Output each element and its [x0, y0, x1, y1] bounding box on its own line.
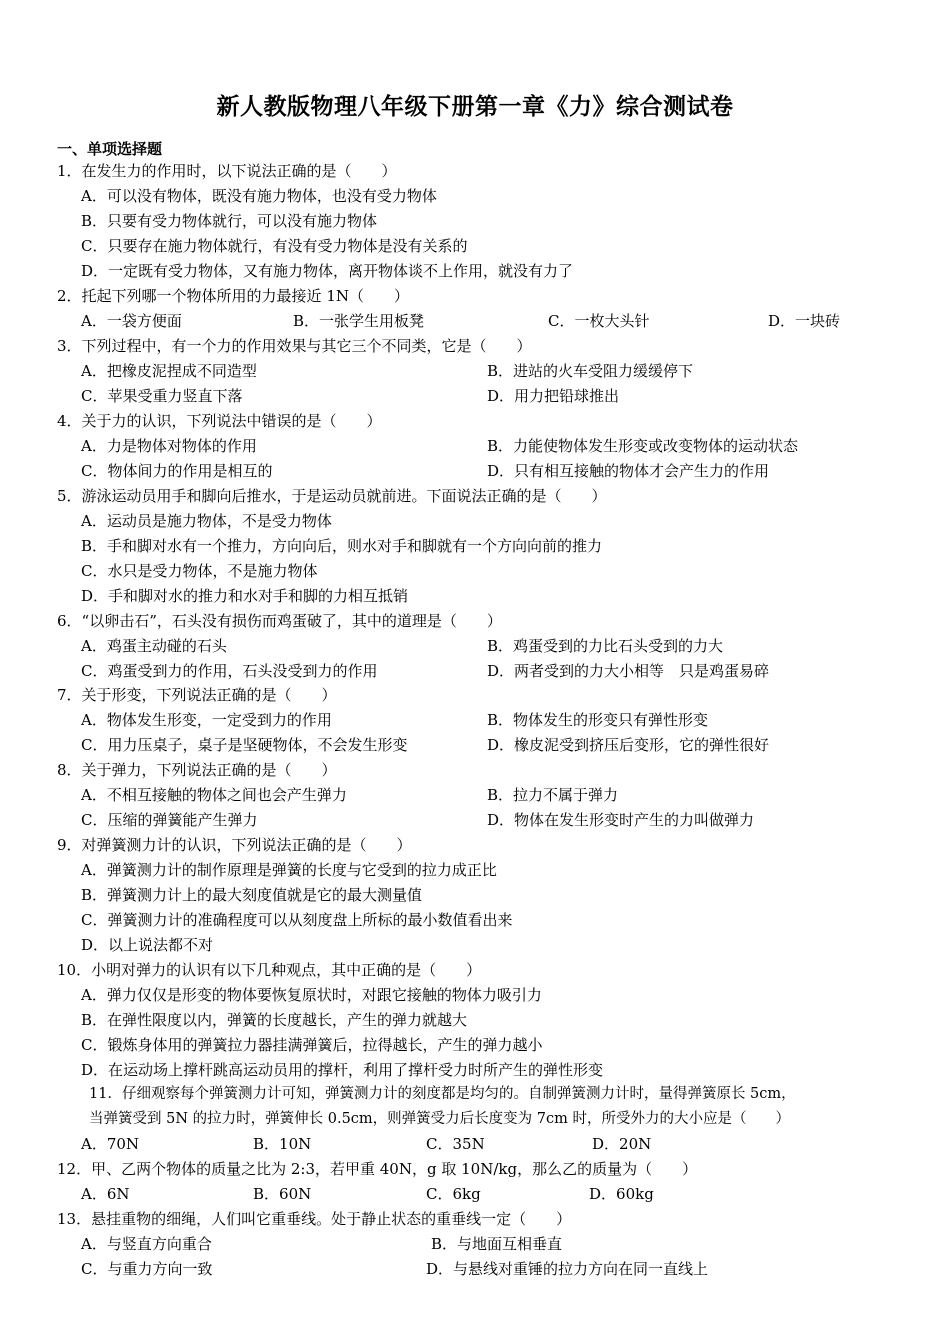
option: C．只要存在施力物体就行，有没有受力物体是没有关系的 [81, 237, 468, 255]
question-stem: 6．“以卵击石”，石头没有损伤而鸡蛋破了，其中的道理是（ ） [57, 612, 502, 630]
option: B．一张学生用板凳 [293, 312, 425, 330]
question-stem-continued: 当弹簧受到 5N 的拉力时，弹簧伸长 0.5cm，则弹簧受力后长度变为 7cm 时，所受外力的大小应是（ ） [89, 1111, 790, 1127]
question-stem: 2．托起下列哪一个物体所用的力最接近 1N（ ） [57, 287, 409, 305]
option: A．6N [81, 1185, 130, 1203]
question-stem: 13．悬挂重物的细绳，人们叫它重垂线。处于静止状态的重垂线一定（ ） [57, 1210, 572, 1228]
question-stem: 3．下列过程中，有一个力的作用效果与其它三个不同类，它是（ ） [57, 337, 532, 355]
option: A．把橡皮泥捏成不同造型 [81, 362, 257, 380]
option: D．一定既有受力物体，又有施力物体，离开物体谈不上作用，就没有力了 [81, 262, 574, 280]
option: D．用力把铅球推出 [487, 387, 620, 405]
option: D．只有相互接触的物体才会产生力的作用 [487, 462, 770, 480]
question-stem: 4．关于力的认识，下列说法中错误的是（ ） [57, 412, 382, 430]
option: A．物体发生形变，一定受到力的作用 [81, 711, 332, 729]
section-heading: 一、单项选择题 [57, 140, 163, 158]
option: B．物体发生的形变只有弹性形变 [487, 711, 709, 729]
option: C．锻炼身体用的弹簧拉力器挂满弹簧后，拉得越长，产生的弹力越小 [81, 1036, 543, 1054]
question-stem: 5．游泳运动员用手和脚向后推水，于是运动员就前进。下面说法正确的是（ ） [57, 487, 607, 505]
option: C．6kg [426, 1185, 481, 1203]
option: D．物体在发生形变时产生的力叫做弹力 [487, 811, 755, 829]
option: B．60N [253, 1185, 312, 1203]
option: B．10N [253, 1135, 312, 1153]
question-stem: 8．关于弹力，下列说法正确的是（ ） [57, 761, 337, 779]
option: C．压缩的弹簧能产生弹力 [81, 811, 258, 829]
question-stem: 10．小明对弹力的认识有以下几种观点，其中正确的是（ ） [57, 961, 482, 979]
option: D．在运动场上撑杆跳高运动员用的撑杆，利用了撑杆受力时所产生的弹性形变 [81, 1061, 604, 1079]
option: B．拉力不属于弹力 [487, 786, 619, 804]
option: C．与重力方向一致 [81, 1260, 213, 1278]
option: A．一袋方便面 [81, 312, 182, 330]
option: C．鸡蛋受到力的作用，石头没受到力的作用 [81, 662, 378, 680]
option: D．橡皮泥受到挤压后变形，它的弹性很好 [487, 736, 770, 754]
question-stem: 12．甲、乙两个物体的质量之比为 2:3，若甲重 40N，g 取 10N/kg，那么乙的质量为（ ） [57, 1160, 698, 1178]
option: B．在弹性限度以内，弹簧的长度越长，产生的弹力就越大 [81, 1011, 468, 1029]
option: C．水只是受力物体，不是施力物体 [81, 562, 318, 580]
question-stem: 11．仔细观察每个弹簧测力计可知，弹簧测力计的刻度都是均匀的。自制弹簧测力计时，量得弹簧原长 5cm， [89, 1086, 796, 1102]
option: A．可以没有物体，既没有施力物体，也没有受力物体 [81, 187, 437, 205]
option: C．苹果受重力竖直下落 [81, 387, 243, 405]
option: A．鸡蛋主动碰的石头 [81, 637, 227, 655]
option: B．与地面互相垂直 [431, 1235, 563, 1253]
page-title: 新人教版物理八年级下册第一章《力》综合测试卷 [216, 94, 734, 120]
option: D．以上说法都不对 [81, 936, 214, 954]
option: B．鸡蛋受到的力比石头受到的力大 [487, 637, 724, 655]
option: B．弹簧测力计上的最大刻度值就是它的最大测量值 [81, 886, 423, 904]
option: A．不相互接触的物体之间也会产生弹力 [81, 786, 347, 804]
option: A．70N [81, 1135, 140, 1153]
option: B．手和脚对水有一个推力，方向向后，则水对手和脚就有一个方向向前的推力 [81, 537, 603, 555]
option: D．一块砖 [768, 312, 841, 330]
question-stem: 7．关于形变，下列说法正确的是（ ） [57, 686, 337, 704]
question-stem: 1．在发生力的作用时，以下说法正确的是（ ） [57, 162, 397, 180]
option: D．手和脚对水的推力和水对手和脚的力相互抵销 [81, 587, 409, 605]
option: A．运动员是施力物体，不是受力物体 [81, 512, 332, 530]
option: D．20N [592, 1135, 652, 1153]
option: C．35N [426, 1135, 485, 1153]
option: C．弹簧测力计的准确程度可以从刻度盘上所标的最小数值看出来 [81, 911, 513, 929]
option: A．与竖直方向重合 [81, 1235, 212, 1253]
option: D．与悬线对重锤的拉力方向在同一直线上 [426, 1260, 709, 1278]
question-stem: 9．对弹簧测力计的认识，下列说法正确的是（ ） [57, 836, 412, 854]
option: C．一枚大头针 [548, 312, 650, 330]
option: C．物体间力的作用是相互的 [81, 462, 273, 480]
option: B．力能使物体发生形变或改变物体的运动状态 [487, 437, 799, 455]
option: B．只要有受力物体就行，可以没有施力物体 [81, 212, 378, 230]
option: C．用力压桌子，桌子是坚硬物体，不会发生形变 [81, 736, 408, 754]
option: A．力是物体对物体的作用 [81, 437, 257, 455]
option: D．60kg [589, 1185, 654, 1203]
option: B．进站的火车受阻力缓缓停下 [487, 362, 694, 380]
option: A．弹力仅仅是形变的物体要恢复原状时，对跟它接触的物体力吸引力 [81, 986, 542, 1004]
option: D．两者受到的力大小相等 只是鸡蛋易碎 [487, 662, 770, 680]
option: A．弹簧测力计的制作原理是弹簧的长度与它受到的拉力成正比 [81, 861, 497, 879]
